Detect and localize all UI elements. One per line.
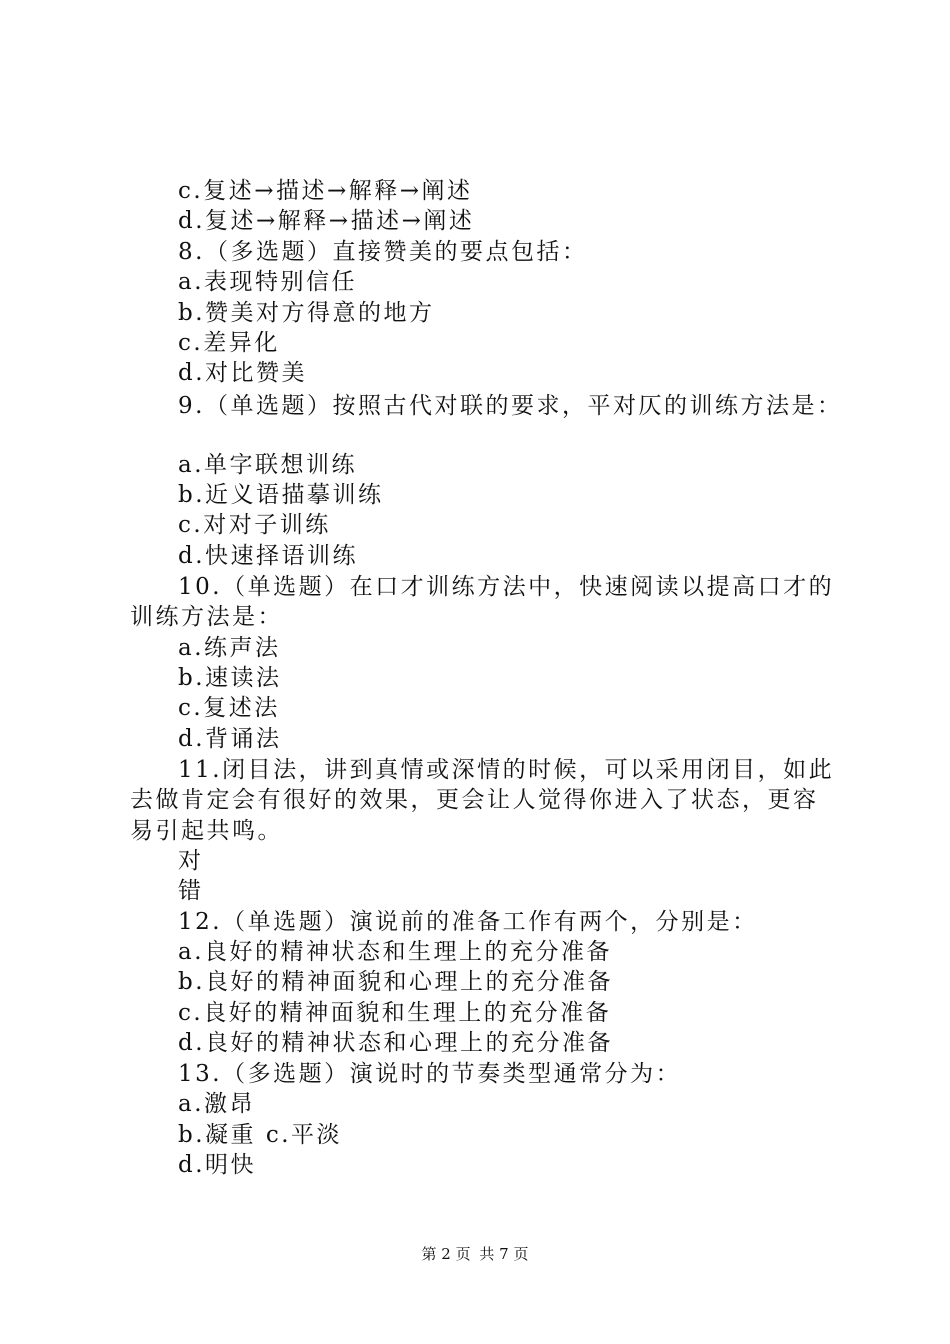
option-9b: b.近义语描摹训练 — [178, 482, 384, 508]
page-number: 第 2 页 — [421, 1245, 471, 1263]
option-10d: d.背诵法 — [178, 726, 282, 752]
option-8d: d.对比赞美 — [178, 360, 308, 386]
option-12c: c.良好的精神面貌和生理上的充分准备 — [178, 1000, 612, 1026]
option-9d: d.快速择语训练 — [178, 543, 359, 569]
option-7c: c.复述→描述→解释→阐述 — [178, 178, 473, 204]
option-10a: a.练声法 — [178, 635, 281, 661]
option-8a: a.表现特别信任 — [178, 269, 358, 295]
option-8c: c.差异化 — [178, 330, 280, 356]
option-13a: a.激昂 — [178, 1091, 256, 1117]
option-8b: b.赞美对方得意的地方 — [178, 300, 435, 326]
page-footer — [0, 1244, 950, 1264]
option-13d: d.明快 — [178, 1152, 257, 1178]
question-10-line1: 10.（单选题）在口才训练方法中，快速阅读以提高口才的 — [178, 574, 835, 600]
option-11-false: 错 — [178, 878, 204, 904]
question-8: 8.（多选题）直接赞美的要点包括： — [178, 239, 588, 265]
question-11-line2: 去做肯定会有很好的效果，更会让人觉得你进入了状态，更容 — [130, 787, 819, 813]
question-11-line3: 易引起共鸣。 — [130, 818, 283, 844]
option-12a: a.良好的精神状态和生理上的充分准备 — [178, 939, 613, 965]
option-12d: d.良好的精神状态和心理上的充分准备 — [178, 1030, 614, 1056]
option-9a: a.单字联想训练 — [178, 452, 358, 478]
option-10b: b.速读法 — [178, 665, 282, 691]
option-7d: d.复述→解释→描述→阐述 — [178, 208, 475, 234]
option-10c: c.复述法 — [178, 695, 280, 721]
option-11-true: 对 — [178, 848, 204, 874]
page-total: 共 7 页 — [479, 1245, 529, 1263]
option-13b-c: b.凝重 c.平淡 — [178, 1122, 343, 1148]
question-11-line1: 11.闭目法，讲到真情或深情的时候，可以采用闭目，如此 — [178, 757, 835, 783]
option-12b: b.良好的精神面貌和心理上的充分准备 — [178, 969, 614, 995]
option-9c: c.对对子训练 — [178, 512, 331, 538]
question-9: 9.（单选题）按照古代对联的要求，平对仄的训练方法是： — [178, 393, 843, 419]
question-10-line2: 训练方法是： — [130, 604, 283, 630]
question-12: 12.（单选题）演说前的准备工作有两个，分别是： — [178, 909, 758, 935]
question-13: 13.（多选题）演说时的节奏类型通常分为： — [178, 1061, 682, 1087]
